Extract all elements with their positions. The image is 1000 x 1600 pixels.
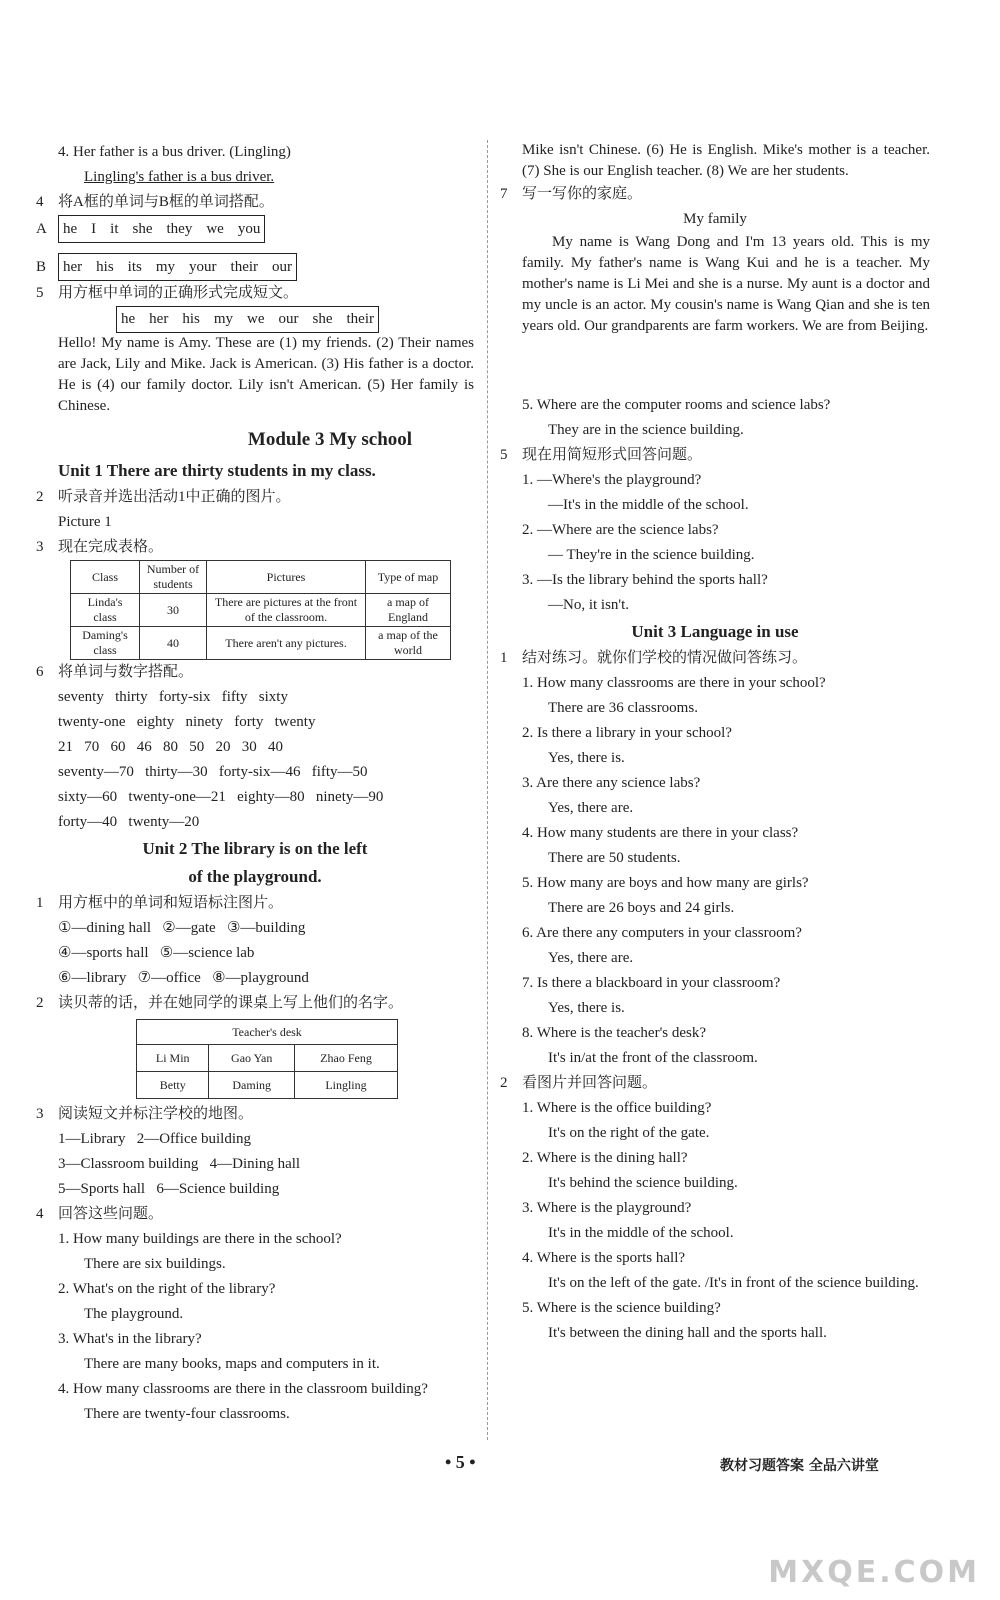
desk-cell: Gao Yan: [209, 1045, 295, 1072]
table-cell: 30: [140, 594, 207, 627]
number-list: 21 70 60 46 80 50 20 30 40: [58, 739, 283, 755]
question-text: 5. Where is the science building?: [522, 1300, 721, 1316]
table-cell: Daming's class: [71, 627, 140, 660]
question-title: 看图片并回答问题。: [522, 1075, 658, 1091]
question-text: 5. Where are the computer rooms and science labs?: [522, 397, 831, 413]
page-number: • 5 •: [445, 1452, 476, 1472]
table-cell: There are pictures at the front of the classroom.: [207, 594, 366, 627]
passage-text: Hello! My name is Amy. These are (1) my friends. (2) Their names are Jack, Lily and Mike. Jack is American. (3) His father is a doctor. He is (4) our family doctor. Lily isn't American. (5) Her family is Chinese.: [58, 335, 474, 414]
word-box-a: [58, 215, 265, 243]
question-text: 4. Her father is a bus driver. (Lingling): [58, 144, 291, 160]
question-number: 4: [36, 194, 44, 210]
answer-text: Yes, there are.: [548, 950, 634, 966]
box-word: your: [189, 259, 217, 275]
question-title: 将A框的单词与B框的单词搭配。: [58, 194, 274, 210]
box-word: their: [230, 259, 259, 275]
answer-text: It's on the left of the gate. /It's in front of the science building.: [548, 1275, 919, 1291]
question-text: 3. Where is the playground?: [522, 1200, 692, 1216]
desk-cell: Daming: [209, 1072, 295, 1099]
answer-text: There are twenty-four classrooms.: [84, 1406, 290, 1422]
answer-text: ④—sports hall ⑤—science lab: [58, 945, 255, 961]
answer-text: Picture 1: [58, 514, 112, 530]
box-word: his: [182, 311, 200, 327]
question-text: 6. Are there any computers in your classroom?: [522, 925, 802, 941]
question-title: 写一写你的家庭。: [522, 186, 643, 202]
box-word: it: [110, 221, 119, 237]
answer-text: Yes, there are.: [548, 800, 634, 816]
question-text: 2. Is there a library in your school?: [522, 725, 732, 741]
question-number: 7: [500, 186, 508, 202]
table-header: Pictures: [207, 561, 366, 594]
question-number: 3: [36, 539, 44, 555]
answer-text: The playground.: [84, 1306, 184, 1322]
table-header: Number of students: [140, 561, 207, 594]
answer-text: — They're in the science building.: [548, 547, 755, 563]
box-word: you: [237, 221, 261, 237]
question-number: 1: [36, 895, 44, 911]
question-text: 3. —Is the library behind the sports hall?: [522, 572, 768, 588]
question-text: 7. Is there a blackboard in your classroom?: [522, 975, 781, 991]
question-title: 现在完成表格。: [58, 539, 164, 555]
question-text: 2. What's on the right of the library?: [58, 1281, 276, 1297]
desk-cell: Zhao Feng: [294, 1045, 397, 1072]
desk-header: Teacher's desk: [137, 1020, 398, 1045]
qa-list: [500, 1096, 930, 1346]
box-word: her: [149, 311, 169, 327]
answer-text: It's in/at the front of the classroom.: [548, 1050, 758, 1066]
left-column: [36, 140, 474, 1427]
box-word: he: [121, 311, 136, 327]
answer-text: They are in the science building.: [548, 422, 744, 438]
question-title: 结对练习。就你们学校的情况做问答练习。: [522, 650, 808, 666]
answer-text: There are six buildings.: [84, 1256, 226, 1272]
question-text: 8. Where is the teacher's desk?: [522, 1025, 707, 1041]
question-text: 4. How many students are there in your class?: [522, 825, 799, 841]
unit-title: Unit 2 The library is on the left: [142, 839, 368, 858]
answer-text: 3—Classroom building 4—Dining hall: [58, 1156, 301, 1172]
word-list: seventy thirty forty-six fifty sixty: [58, 689, 288, 705]
box-word: my: [155, 259, 176, 275]
table-header: Type of map: [366, 561, 451, 594]
question-title: 将单词与数字搭配。: [58, 664, 194, 680]
question-title: 用方框中单词的正确形式完成短文。: [58, 285, 299, 301]
desk-cell: Lingling: [294, 1072, 397, 1099]
answer-text: Yes, there is.: [548, 750, 625, 766]
footer-text: 教材习题答案 全品六讲堂: [720, 1458, 879, 1474]
question-number: 1: [500, 650, 508, 666]
column-divider: [487, 140, 488, 1440]
answer-text: sixty—60 twenty-one—21 eighty—80 ninety—90: [58, 789, 384, 805]
answer-text: ⑥—library ⑦—office ⑧—playground: [58, 970, 309, 986]
question-text: 4. Where is the sports hall?: [522, 1250, 686, 1266]
box-word: his: [96, 259, 114, 275]
qa-list: [500, 468, 930, 618]
box-word: our: [278, 311, 299, 327]
box-word: they: [166, 221, 193, 237]
unit-title-cont: of the playground.: [188, 867, 322, 886]
table-cell: Linda's class: [71, 594, 140, 627]
desk-cell: Li Min: [137, 1045, 209, 1072]
question-number: 3: [36, 1106, 44, 1122]
table-cell: a map of England: [366, 594, 451, 627]
question-title: 读贝蒂的话，并在她同学的课桌上写上他们的名字。: [58, 995, 404, 1011]
answer-text: There are 26 boys and 24 girls.: [548, 900, 735, 916]
question-text: 2. —Where are the science labs?: [522, 522, 719, 538]
family-text: My name is Wang Dong and I'm 13 years old. This is my family. My father's name is Wang Kui and he is a teacher. My mother's name is Li Mei and she is a nurse. My aunt is a doctor and my uncle is an actor. My cousin's name is Wang Qian and she is ten years old. Our grandparents are farm workers. We are from Beijing.: [522, 234, 930, 334]
answer-text: There are many books, maps and computers in it.: [84, 1356, 380, 1372]
box-label: A: [36, 221, 47, 237]
question-text: 3. What's in the library?: [58, 1331, 202, 1347]
question-title: 阅读短文并标注学校的地图。: [58, 1106, 254, 1122]
desk-cell: Betty: [137, 1072, 209, 1099]
question-text: 1. How many classrooms are there in your school?: [522, 675, 826, 691]
question-text: 5. How many are boys and how many are girls?: [522, 875, 809, 891]
question-title: 回答这些问题。: [58, 1206, 164, 1222]
answer-text: It's on the right of the gate.: [548, 1125, 710, 1141]
question-text: 1. —Where's the playground?: [522, 472, 702, 488]
desk-table: [136, 1019, 398, 1099]
watermark: MXQE.COM: [768, 1555, 980, 1590]
question-number: 2: [500, 1075, 508, 1091]
answer-text: Yes, there is.: [548, 1000, 625, 1016]
table-cell: There aren't any pictures.: [207, 627, 366, 660]
answer-text: 5—Sports hall 6—Science building: [58, 1181, 280, 1197]
question-number: 4: [36, 1206, 44, 1222]
box-word: my: [213, 311, 234, 327]
box-word: her: [63, 259, 83, 275]
question-number: 2: [36, 995, 44, 1011]
word-box-q5: [116, 306, 379, 333]
table-cell: 40: [140, 627, 207, 660]
box-word: their: [346, 311, 375, 327]
module-title: Module 3 My school: [247, 429, 413, 450]
table-header: Class: [71, 561, 140, 594]
answer-text: forty—40 twenty—20: [58, 814, 200, 830]
question-number: 6: [36, 664, 44, 680]
box-word: its: [127, 259, 142, 275]
passage-text: Mike isn't Chinese. (6) He is English. Mike's mother is a teacher. (7) She is our English teacher. (8) We are her students.: [522, 142, 930, 179]
question-text: 4. How many classrooms are there in the classroom building?: [58, 1381, 428, 1397]
box-label: B: [36, 259, 47, 275]
question-number: 2: [36, 489, 44, 505]
question-text: 1. Where is the office building?: [522, 1100, 712, 1116]
right-column: [500, 140, 930, 1346]
question-text: 1. How many buildings are there in the school?: [58, 1231, 342, 1247]
question-title: 现在用简短形式回答问题。: [522, 447, 703, 463]
question-text: 3. Are there any science labs?: [522, 775, 701, 791]
box-word: our: [272, 259, 293, 275]
answer-text: There are 50 students.: [548, 850, 681, 866]
answer-text: —It's in the middle of the school.: [548, 497, 749, 513]
word-box-b: [58, 253, 297, 281]
question-title: 听录音并选出活动1中正确的图片。: [58, 489, 291, 505]
question-title: 用方框中的单词和短语标注图片。: [58, 895, 284, 911]
qa-list: [500, 671, 930, 1071]
answer-text: It's in the middle of the school.: [548, 1225, 734, 1241]
answer-text: It's between the dining hall and the sports hall.: [548, 1325, 827, 1341]
question-number: 5: [36, 285, 44, 301]
word-list: twenty-one eighty ninety forty twenty: [58, 714, 316, 730]
box-word: he: [63, 221, 78, 237]
answer-text: Lingling's father is a bus driver.: [84, 169, 275, 185]
answer-text: 1—Library 2—Office building: [58, 1131, 252, 1147]
box-word: we: [247, 311, 265, 327]
box-word: she: [132, 221, 153, 237]
box-word: we: [206, 221, 224, 237]
answer-text: There are 36 classrooms.: [548, 700, 698, 716]
answer-text: seventy—70 thirty—30 forty-six—46 fifty—50: [58, 764, 368, 780]
question-number: 5: [500, 447, 508, 463]
family-title: My family: [683, 211, 747, 227]
qa-list: [36, 1227, 474, 1427]
question-text: 2. Where is the dining hall?: [522, 1150, 688, 1166]
answer-text: —No, it isn't.: [548, 597, 630, 613]
unit-title: Unit 3 Language in use: [631, 622, 799, 641]
table-cell: a map of the world: [366, 627, 451, 660]
answer-text: It's behind the science building.: [548, 1175, 738, 1191]
class-table: [70, 560, 451, 660]
box-word: she: [312, 311, 333, 327]
unit-title: Unit 1 There are thirty students in my class.: [58, 461, 376, 480]
answer-text: ①—dining hall ②—gate ③—building: [58, 920, 306, 936]
box-word: I: [91, 221, 97, 237]
